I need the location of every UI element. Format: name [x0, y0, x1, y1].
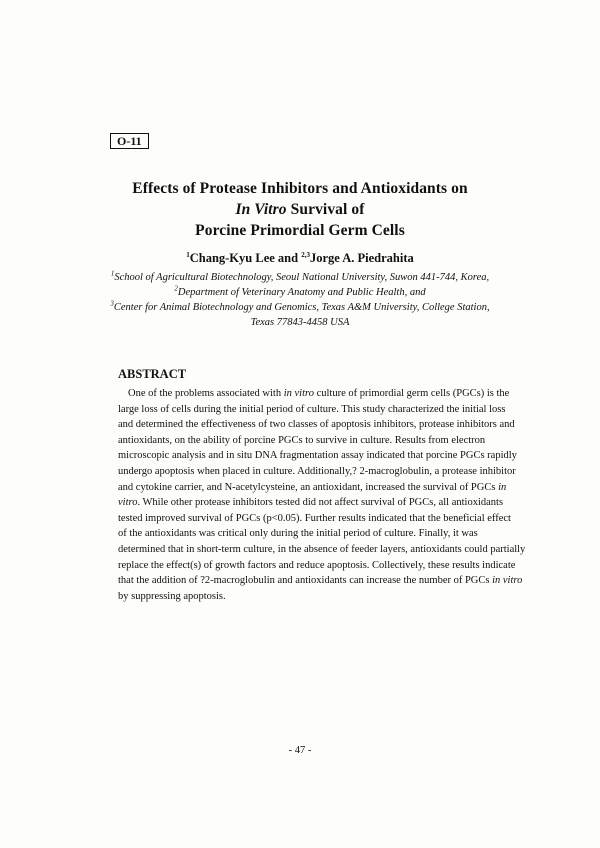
abstract-line: One of the problems associated with in vitro culture of primordial germ cells (PGCs) is the [128, 388, 510, 399]
abstract-line: vitro. While other protease inhibitors tested did not affect survival of PGCs, all antioxidants [118, 497, 504, 509]
affiliation-3-text: Center for Animal Biotechnology and Genomics, Texas A&M University, College Station, [113, 302, 490, 313]
abstract-line: microscopic analysis and in situ DNA fragmentation assay indicated that porcine PGCs rapidly [118, 450, 517, 462]
abstract-line: of the antioxidants was critical only during the initial period of culture. Finally, it was [118, 528, 478, 540]
abstract-line: determined that in short-term culture, in the absence of feeder layers, antioxidants could partially [118, 543, 526, 555]
author-line [0, 250, 600, 266]
affiliation-3 [0, 301, 600, 315]
abstract-line: undergo apoptosis when placed in culture. Additionally,? 2-macroglobulin, a protease inhibitor [118, 465, 516, 477]
session-code-box [110, 133, 149, 149]
abstract-line: antioxidants, on the ability of porcine PGCs to survive in culture. Results from electron [118, 434, 486, 446]
affiliation-2-sup: 2 [174, 284, 178, 293]
abstract-line: large loss of cells during the initial period of culture. This study characterized the initial loss [118, 403, 506, 415]
affiliation-4-text: Texas 77843-4458 USA [250, 317, 350, 328]
abstract-line: and determined the effectiveness of two classes of apoptosis inhibitors, protease inhibitors and [118, 419, 515, 431]
abstract-line: by suppressing apoptosis. [118, 590, 226, 602]
abstract-line: tested improved survival of PGCs (p<0.05). Further results indicated that the beneficial effect [118, 512, 511, 524]
affiliation-1-sup: 1 [110, 269, 115, 278]
title-line-2 [0, 199, 600, 220]
abstract-heading: ABSTRACT [118, 367, 187, 381]
paper-title [0, 178, 600, 241]
author-2-sup: 2,3 [301, 250, 310, 259]
affiliation-2 [0, 286, 600, 300]
author-1-sup: 1 [186, 250, 190, 259]
session-code: O-11 [117, 134, 142, 148]
title-italic: In Vitro [235, 201, 287, 218]
title-line-2-rest: Survival of [286, 201, 365, 218]
affiliation-3-sup: 3 [110, 299, 114, 308]
abstract-line: and cytokine carrier, and N-acetylcysteine, an antioxidant, increased the survival of PGCs in [118, 481, 507, 493]
title-line-1: Effects of Protease Inhibitors and Antioxidants on [132, 180, 468, 197]
affiliation-2-text: Department of Veterinary Anatomy and Public Health, and [177, 287, 426, 298]
abstract-line: that the addition of ?2-macroglobulin and antioxidants can increase the number of PGCs in vitro [118, 575, 523, 587]
affiliation-4 [0, 316, 600, 330]
affiliation-1 [0, 271, 600, 285]
title-line-3: Porcine Primordial Germ Cells [195, 222, 405, 239]
page-number: - 47 - [288, 745, 312, 756]
abstract-body [118, 386, 526, 604]
author-2-name: Jorge A. Piedrahita [309, 251, 414, 265]
author-1-name: Chang-Kyu Lee and [189, 251, 302, 265]
abstract-line: replace the effect(s) of growth factors and reduce apoptosis. Collectively, these results indicate [118, 559, 516, 571]
affiliation-1-text: School of Agricultural Biotechnology, Seoul National University, Suwon 441-744, Korea, [114, 272, 490, 283]
